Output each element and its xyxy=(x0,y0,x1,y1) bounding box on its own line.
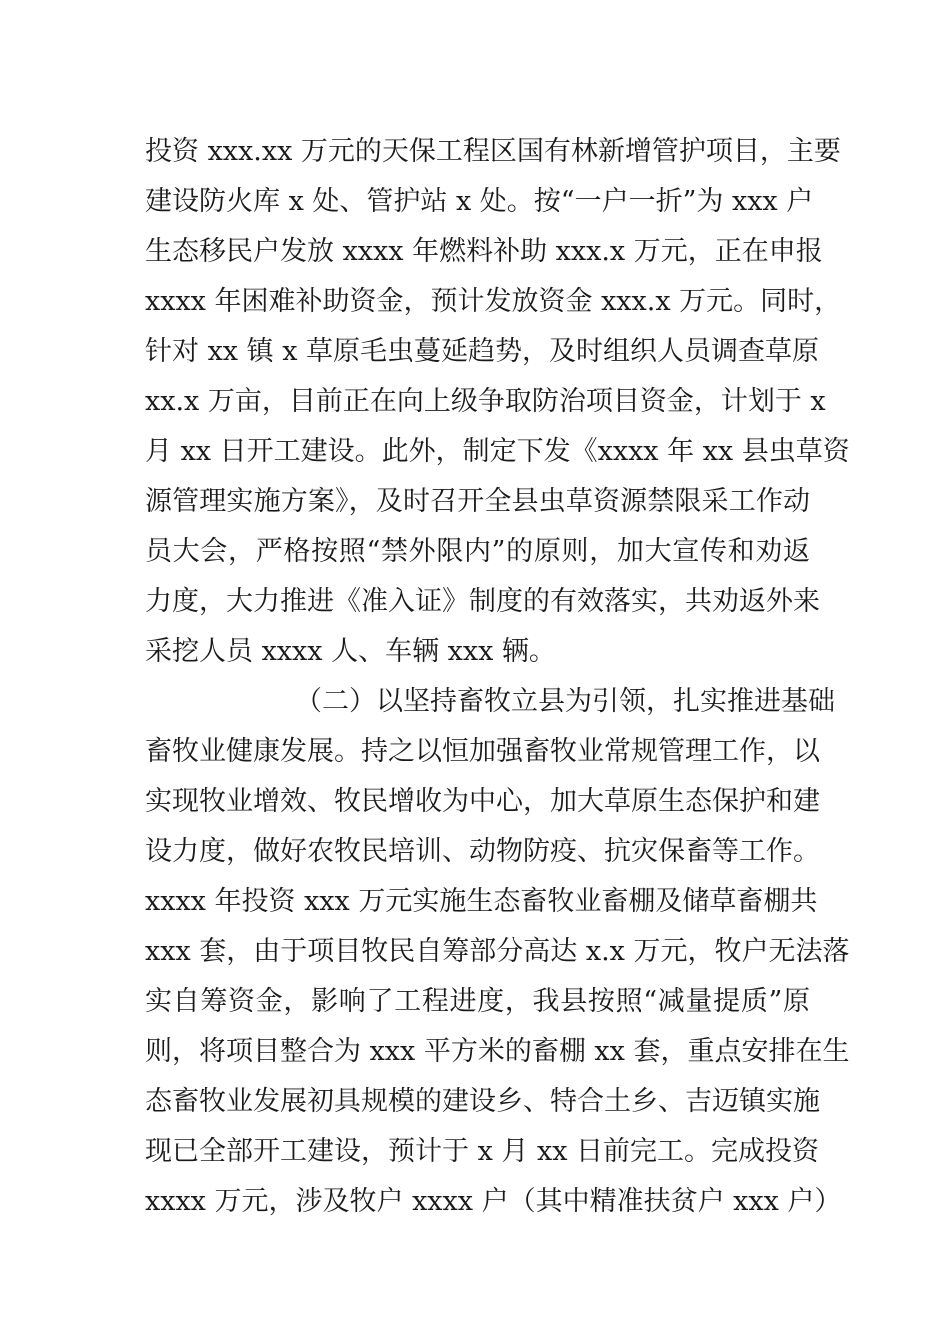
text-line: 实自筹资金，影响了工程进度，我县按照“减量提质”原 xyxy=(145,986,810,1017)
paragraph-forestry-grassland xyxy=(145,127,850,677)
text-line: 源管理实施方案》，及时召开全县虫草资源禁限采工作动 xyxy=(145,486,810,517)
text-line: xx.x 万亩，目前正在向上级争取防治项目资金，计划于 x xyxy=(145,386,826,417)
text-line: 员大会，严格按照“禁外限内”的原则，加大宣传和劝返 xyxy=(145,536,810,567)
text-line: xxxx 年困难补助资金，预计发放资金 xxx.x 万元。同时， xyxy=(145,286,842,317)
text-line: 设力度，做好农牧民培训、动物防疫、抗灾保畜等工作。 xyxy=(145,836,820,867)
text-line: 建设防火库 x 处、管护站 x 处。按“一户一折”为 xxx 户 xyxy=(145,186,814,217)
text-line: 态畜牧业发展初具规模的建设乡、特合土乡、吉迈镇实施 xyxy=(145,1086,820,1117)
text-line: 力度，大力推进《准入证》制度的有效落实，共劝返外来 xyxy=(145,586,820,617)
paragraph-animal-husbandry xyxy=(145,677,850,1227)
text-line: xxxx 年投资 xxx 万元实施生态畜牧业畜棚及储草畜棚共 xyxy=(145,886,818,917)
text-line: 生态移民户发放 xxxx 年燃料补助 xxx.x 万元，正在申报 xyxy=(145,236,823,267)
section-heading-line: （二）以坚持畜牧立县为引领，扎实推进基础 xyxy=(295,686,835,717)
document-body xyxy=(145,127,850,1227)
text-line: 则，将项目整合为 xxx 平方米的畜棚 xx 套，重点安排在生 xyxy=(145,1036,850,1067)
text-line: 采挖人员 xxxx 人、车辆 xxx 辆。 xyxy=(145,636,556,667)
text-line: 月 xx 日开工建设。此外，制定下发《xxxx 年 xx 县虫草资 xyxy=(145,436,850,467)
text-line: 实现牧业增效、牧民增收为中心，加大草原生态保护和建 xyxy=(145,786,820,817)
text-line: xxx 套，由于项目牧民自筹部分高达 x.x 万元，牧户无法落 xyxy=(145,936,850,967)
text-line: 投资 xxx.xx 万元的天保工程区国有林新增管护项目，主要 xyxy=(145,136,841,167)
text-line: 现已全部开工建设，预计于 x 月 xx 日前完工。完成投资 xyxy=(145,1136,820,1167)
text-line: 针对 xx 镇 x 草原毛虫蔓延趋势，及时组织人员调查草原 xyxy=(145,336,820,367)
text-line: xxxx 万元，涉及牧户 xxxx 户（其中精准扶贫户 xxx 户） xyxy=(145,1186,842,1217)
text-line: 畜牧业健康发展。持之以恒加强畜牧业常规管理工作，以 xyxy=(145,736,820,767)
